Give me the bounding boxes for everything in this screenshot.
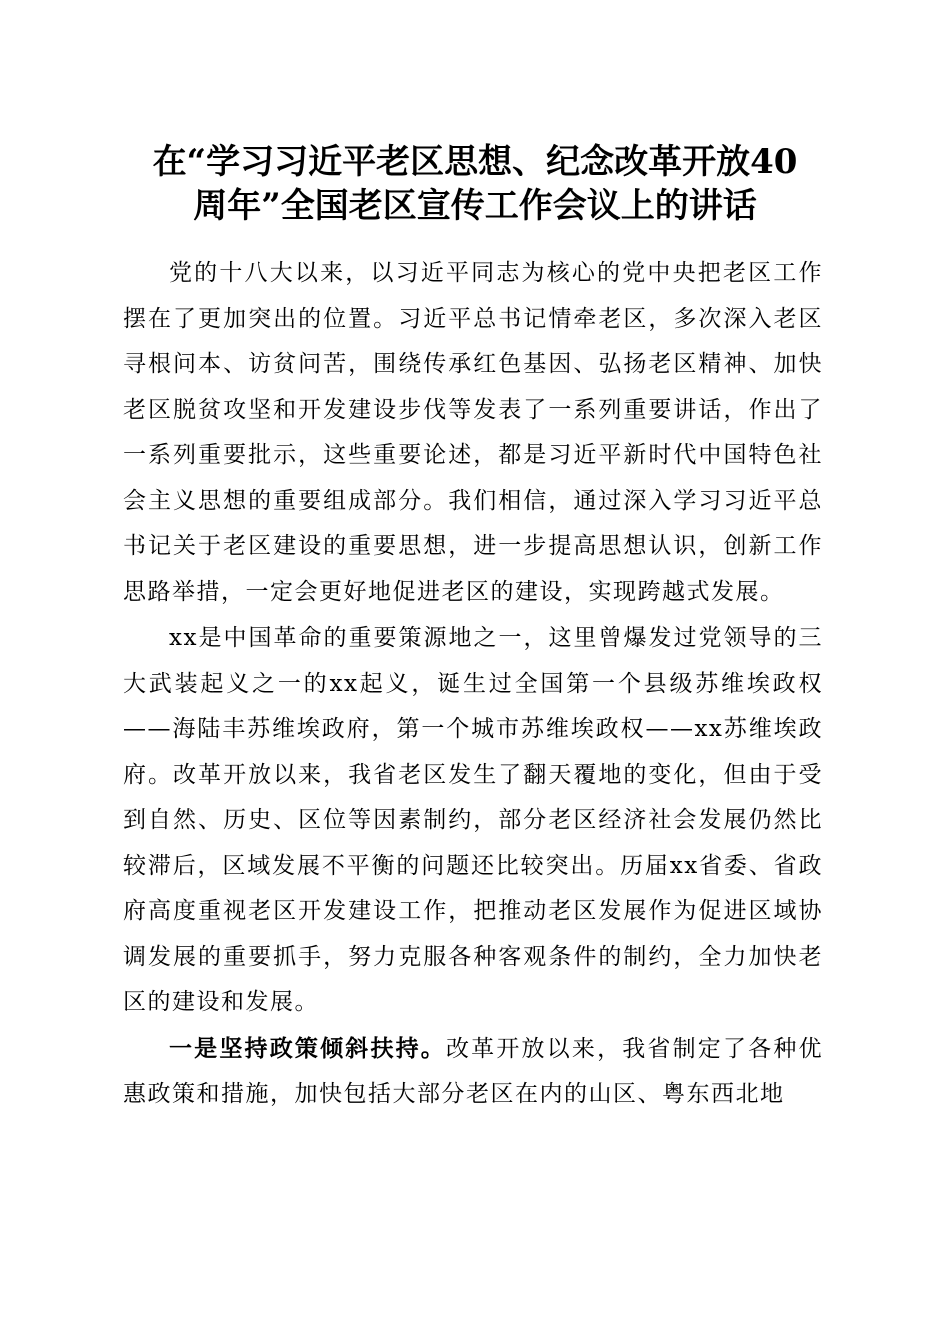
paragraph-3 [123, 1026, 823, 1118]
paragraph-3-text: 改革开放以来，我省制定了各种优惠政策和措施，加快包括大部分老区在内的山区、粤东西北地 [123, 1035, 824, 1107]
document-title [100, 140, 850, 228]
paragraph-1-text: 党的十八大以来，以习近平同志为核心的党中央把老区工作摆在了更加突出的位置。习近平总书记情牵老区，多次深入老区寻根问本、访贫问苦，围绕传承红色基因、弘扬老区精神、加快老区脱贫攻坚和开发建设步伐等发表了一系列重要讲话，作出了一系列重要批示，这些重要论述，都是习近平新时代中国特色社会主义思想的重要组成部分。我们相信，通过深入学习习近平总书记关于老区建设的重要思想，进一步提高思想认识，创新工作思路举措，一定会更好地促进老区的建设，实现跨越式发展。 [123, 260, 823, 605]
title-line-2: 周年”全国老区宣传工作会议上的讲话 [193, 186, 757, 226]
paragraph-3-lead: 一是坚持政策倾斜扶持。 [169, 1034, 446, 1062]
document-body [123, 250, 823, 1118]
paragraph-2-text: xx是中国革命的重要策源地之一，这里曾爆发过党领导的三大武装起义之一的xx起义，诞生过全国第一个县级苏维埃政权——海陆丰苏维埃政府，第一个城市苏维埃政权——xx苏维埃政府。改革开放以来，我省老区发生了翻天覆地的变化，但由于受到自然、历史、区位等因素制约，部分老区经济社会发展仍然比较滞后，区域发展不平衡的问题还比较突出。历届xx省委、省政府高度重视老区开发建设工作，把推动老区发展作为促进区域协调发展的重要抓手，努力克服各种客观条件的制约，全力加快老区的建设和发展。 [123, 625, 823, 1015]
paragraph-1 [123, 250, 823, 615]
paragraph-2 [123, 615, 823, 1026]
title-line-1: 在“学习习近平老区思想、纪念改革开放40 [152, 142, 798, 182]
